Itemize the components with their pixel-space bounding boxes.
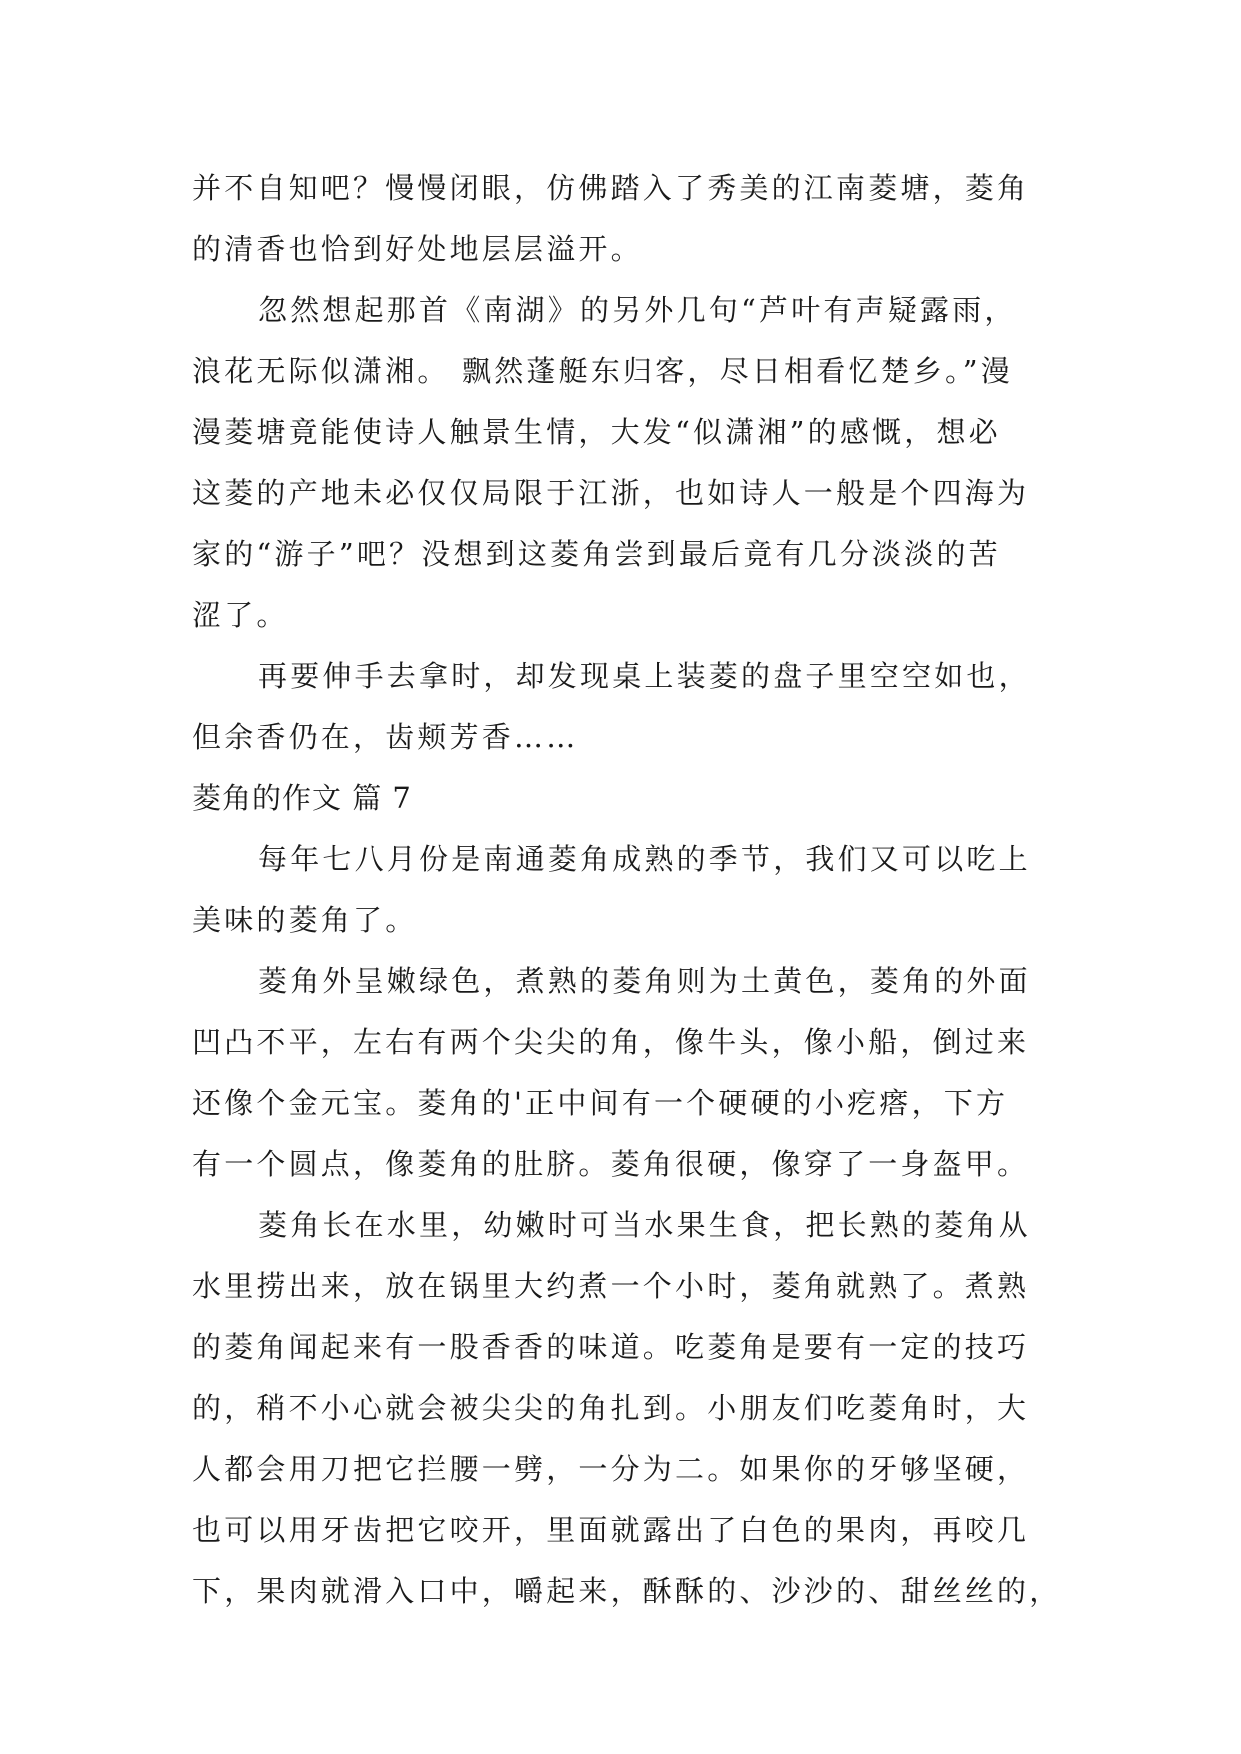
paragraph-line: 凹凸不平，左右有两个尖尖的角，像牛头，像小船，倒过来: [192, 1025, 1030, 1059]
paragraph-line: 还像个金元宝。菱角的'正中间有一个硬硬的小疙瘩，下方: [192, 1086, 1009, 1120]
paragraph-line: 也可以用牙齿把它咬开，里面就露出了白色的果肉，再咬几: [192, 1513, 1030, 1547]
paragraph-line: 的，稍不小心就会被尖尖的角扎到。小朋友们吃菱角时，大: [192, 1391, 1030, 1425]
paragraph-line: 的清香也恰到好处地层层溢开。: [192, 232, 643, 266]
paragraph-line: 家的“游子”吧？没想到这菱角尝到最后竟有几分淡淡的苦: [192, 537, 1001, 571]
paragraph-line: 浪花无际似潇湘。 飘然蓬艇东归客，尽日相看忆楚乡。”漫: [192, 354, 1013, 388]
paragraph-line: 人都会用刀把它拦腰一劈，一分为二。如果你的牙够坚硬，: [192, 1452, 1030, 1486]
paragraph-line: 再要伸手去拿时，却发现桌上装菱的盘子里空空如也，: [258, 659, 1031, 693]
paragraph-line: 这菱的产地未必仅仅局限于江浙，也如诗人一般是个四海为: [192, 476, 1030, 510]
paragraph-line: 并不自知吧？慢慢闭眼，仿佛踏入了秀美的江南菱塘，菱角: [192, 171, 1030, 205]
paragraph-line: 的菱角闻起来有一股香香的味道。吃菱角是要有一定的技巧: [192, 1330, 1030, 1364]
paragraph-line: 水里捞出来，放在锅里大约煮一个小时，菱角就熟了。煮熟: [192, 1269, 1030, 1303]
section-heading: 菱角的作文 篇 7: [192, 781, 412, 815]
paragraph-line: 漫菱塘竟能使诗人触景生情，大发“似潇湘”的感慨，想必: [192, 415, 1001, 449]
paragraph-line: 忽然想起那首《南湖》的另外几句“芦叶有声疑露雨，: [258, 293, 1017, 327]
paragraph-line: 菱角外呈嫩绿色，煮熟的菱角则为土黄色，菱角的外面: [258, 964, 1031, 998]
paragraph-line: 但余香仍在，齿颊芳香……: [192, 720, 579, 754]
paragraph-line: 每年七八月份是南通菱角成熟的季节，我们又可以吃上: [258, 842, 1031, 876]
paragraph-line: 下，果肉就滑入口中，嚼起来，酥酥的、沙沙的、甜丝丝的，: [192, 1574, 1062, 1608]
paragraph-line: 美味的菱角了。: [192, 903, 418, 937]
paragraph-line: 菱角长在水里，幼嫩时可当水果生食，把长熟的菱角从: [258, 1208, 1031, 1242]
paragraph-line: 涩了。: [192, 598, 289, 632]
paragraph-line: 有一个圆点，像菱角的肚脐。菱角很硬，像穿了一身盔甲。: [192, 1147, 1030, 1181]
document-body: [192, 158, 1072, 1622]
